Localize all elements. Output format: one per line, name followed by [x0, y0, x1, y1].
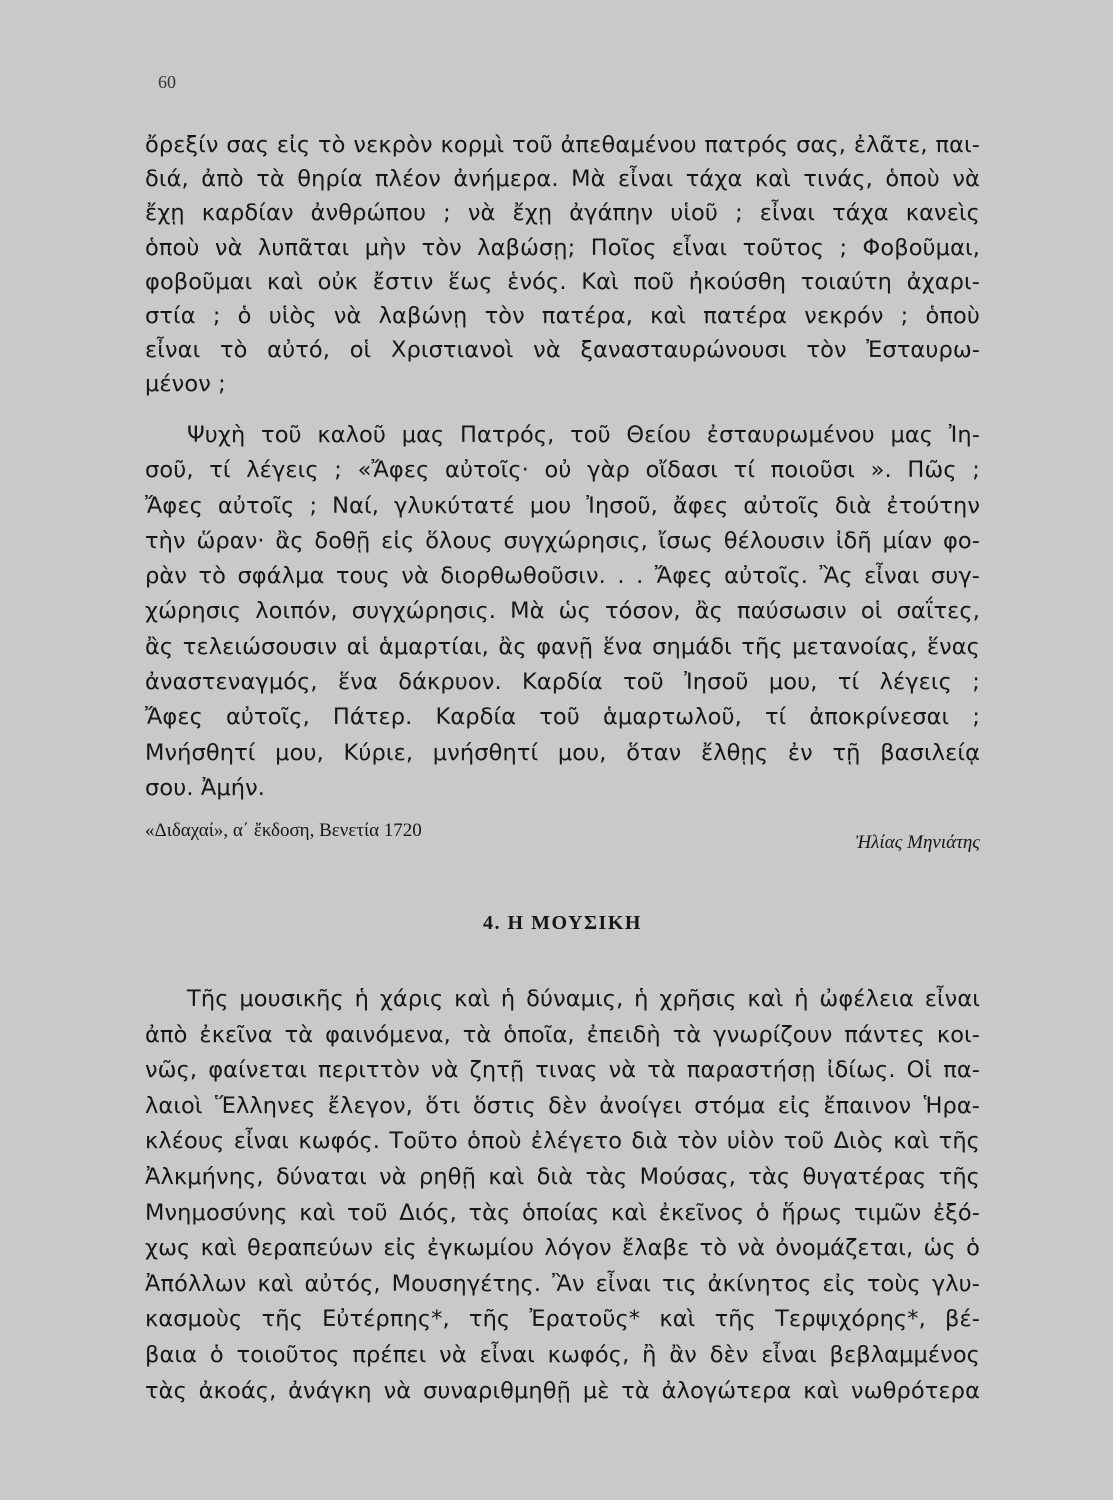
source-citation: «Διδαχαί», α΄ ἔκδοση, Βενετία 1720 — [145, 820, 422, 841]
text-line: ρὰν τὸ σφάλμα τους νὰ διορθωθοῦσιν. . . Ἄφες αὐτοῖς. Ἂς εἶναι συγ- — [145, 563, 980, 590]
text-line: Ἀλκμήνης, δύναται νὰ ρηθῇ καὶ διὰ τὰς Μούσας, τὰς θυγατέρας τῆς — [145, 1163, 980, 1190]
text-line: Ψυχὴ τοῦ καλοῦ μας Πατρός, τοῦ Θείου ἐσταυρωμένου μας Ἰη- — [187, 422, 980, 448]
text-line: κλέους εἶναι κωφός. Τοῦτο ὁποὺ ἐλέγετο διὰ τὸν υἱὸν τοῦ Διὸς καὶ τῆς — [145, 1128, 980, 1155]
text-line: Ἄφες αὐτοῖς ; Ναί, γλυκύτατέ μου Ἰησοῦ, ἄφες αὐτοῖς διὰ ἐτούτην — [145, 492, 980, 519]
text-line: λαιοὶ Ἕλληνες ἔλεγον, ὅτι ὅστις δὲν ἀνοίγει στόμα εἰς ἔπαινον Ἡρα- — [145, 1092, 980, 1119]
text-line: στία ; ὁ υἱὸς νὰ λαβώνῃ τὸν πατέρα, καὶ πατέρα νεκρόν ; ὁποὺ — [145, 302, 980, 329]
text-line: Ἀπόλλων καὶ αὐτός, Μουσηγέτης. Ἂν εἶναι τις ἀκίνητος εἰς τοὺς γλυ- — [145, 1270, 980, 1297]
text-line: Ἄφες αὐτοῖς, Πάτερ. Καρδία τοῦ ἁμαρτωλοῦ, τί ἀποκρίνεσαι ; — [145, 704, 980, 731]
text-line: νῶς, φαίνεται περιττὸν νὰ ζητῇ τινας νὰ τὰ παραστήσῃ ἰδίως. Οἱ πα- — [145, 1057, 980, 1084]
paragraph-3 — [145, 982, 980, 1409]
text-line: χως καὶ θεραπεύων εἰς ἐγκωμίου λόγον ἔλαβε τὸ νὰ ὀνομάζεται, ὡς ὁ — [145, 1235, 980, 1262]
text-line: εἶναι τὸ αὐτό, οἱ Χριστιανοὶ νὰ ξανασταυρώνουσι τὸν Ἐσταυρω- — [145, 337, 980, 364]
text-line: ὄρεξίν σας εἰς τὸ νεκρὸν κορμὶ τοῦ ἀπεθαμένου πατρός σας, ἐλᾶτε, παι- — [145, 132, 980, 158]
text-line: ἀπὸ ἐκεῖνα τὰ φαινόμενα, τὰ ὁποῖα, ἐπειδὴ τὰ γνωρίζουν πάντες κοι- — [145, 1021, 980, 1048]
text-line: ὁποὺ νὰ λυπᾶται μὴν τὸν λαβώσῃ; Ποῖος εἶναι τοῦτος ; Φοβοῦμαι, — [145, 234, 980, 261]
text-line: σοῦ, τί λέγεις ; «Ἄφες αὐτοῖς· οὐ γὰρ οἴδασι τί ποιοῦσι ». Πῶς ; — [145, 457, 980, 484]
text-line: Τῆς μουσικῆς ἡ χάρις καὶ ἡ δύναμις, ἡ χρῆσις καὶ ἡ ὠφέλεια εἶναι — [187, 986, 980, 1012]
text-line: κασμοὺς τῆς Εὐτέρπης*, τῆς Ἐρατοῦς* καὶ τῆς Τερψιχόρης*, βέ- — [145, 1306, 980, 1333]
text-line: μένον ; — [145, 371, 226, 398]
paragraph-1 — [145, 128, 980, 402]
text-line: Μνημοσύνης καὶ τοῦ Διός, τὰς ὁποίας καὶ ἐκεῖνος ὁ ἥρως τιμῶν ἐξό- — [145, 1199, 980, 1226]
text-line: ἂς τελειώσουσιν αἱ ἁμαρτίαι, ἂς φανῇ ἕνα σημάδι τῆς μετανοίας, ἕνας — [145, 633, 980, 660]
text-line: τὰς ἀκοάς, ἀνάγκη νὰ συναριθμηθῇ μὲ τὰ ἀλογώτερα καὶ νωθρότερα — [145, 1377, 980, 1404]
author-signature: Ἠλίας Μηνιάτης — [855, 832, 980, 853]
text-line: διά, ἀπὸ τὰ θηρία πλέον ἀνήμερα. Μὰ εἶναι τάχα καὶ τινάς, ὁποὺ νὰ — [145, 166, 980, 193]
section-heading: 4. Η ΜΟΥΣΙΚΗ — [483, 912, 642, 934]
text-line: ἀναστεναγμός, ἕνα δάκρυον. Καρδία τοῦ Ἰησοῦ μου, τί λέγεις ; — [145, 669, 980, 696]
text-line: σου. Ἀμήν. — [145, 774, 266, 801]
text-line: βαια ὁ τοιοῦτος πρέπει νὰ εἶναι κωφός, ἢ ἂν δὲν εἶναι βεβλαμμένος — [145, 1341, 980, 1368]
page-number: 60 — [158, 72, 176, 92]
paragraph-2 — [145, 418, 980, 806]
text-line: Μνήσθητί μου, Κύριε, μνήσθητί μου, ὅταν ἔλθῃς ἐν τῇ βασιλείᾳ — [145, 739, 980, 766]
text-line: χώρησις λοιπόν, συγχώρησις. Μὰ ὡς τόσον, ἂς παύσωσιν οἱ σαΐτες, — [145, 598, 980, 625]
text-line: ἔχῃ καρδίαν ἀνθρώπου ; νὰ ἔχῃ ἀγάπην υἱοῦ ; εἶναι τάχα κανεὶς — [145, 200, 980, 227]
text-line: φοβοῦμαι καὶ οὐκ ἔστιν ἕως ἑνός. Καὶ ποῦ ἠκούσθη τοιαύτη ἀχαρι- — [145, 268, 980, 295]
text-line: τὴν ὥραν· ἂς δοθῇ εἰς ὅλους συγχώρησις, ἴσως θέλουσιν ἰδῆ μίαν φο- — [145, 527, 980, 554]
